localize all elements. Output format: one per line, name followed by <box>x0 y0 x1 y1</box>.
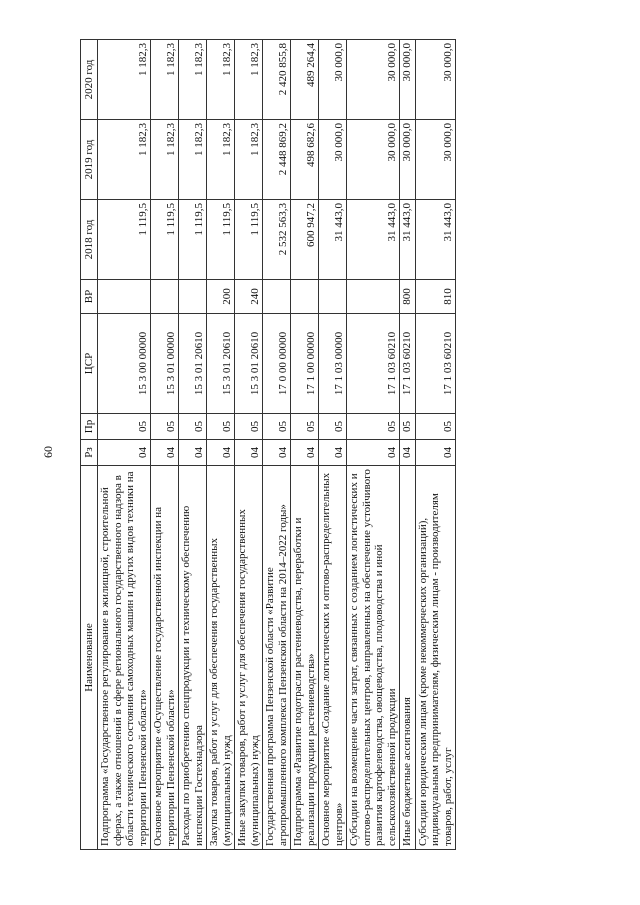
row-csr: 15 3 01 20610 <box>179 314 207 414</box>
header-name: Наименование <box>81 466 98 850</box>
header-csr: ЦСР <box>81 314 98 414</box>
table-row <box>179 40 207 850</box>
header-2020: 2020 год <box>81 40 98 120</box>
row-pr: 05 <box>400 414 416 440</box>
header-vr: ВР <box>81 280 98 314</box>
row-csr: 17 1 03 00000 <box>319 314 347 414</box>
row-csr: 15 3 01 20610 <box>207 314 235 414</box>
row-rz: 04 <box>179 440 207 466</box>
row-2019: 1 182,3 <box>98 120 151 200</box>
row-pr: 05 <box>179 414 207 440</box>
row-rz: 04 <box>291 440 319 466</box>
row-vr: 810 <box>415 280 456 314</box>
row-2020: 489 264,4 <box>291 40 319 120</box>
header-rz: Рз <box>81 440 98 466</box>
row-2019: 30 000,0 <box>400 120 416 200</box>
row-csr: 17 1 00 00000 <box>291 314 319 414</box>
row-2020: 30 000,0 <box>319 40 347 120</box>
header-2018: 2018 год <box>81 200 98 280</box>
row-pr: 05 <box>98 414 151 440</box>
row-rz: 04 <box>415 440 456 466</box>
row-2018: 2 532 563,3 <box>263 200 291 280</box>
row-csr: 17 1 03 60210 <box>415 314 456 414</box>
row-csr: 17 1 03 60210 <box>347 314 400 414</box>
row-2020: 30 000,0 <box>415 40 456 120</box>
row-name: Основное мероприятие «Создание логистических и оптово-распределительных центров» <box>319 466 347 850</box>
row-2020: 1 182,3 <box>235 40 263 120</box>
row-name: Подпрограмма «Государственное регулирование в жилищной, строительной сферах, а также отношений в сфере регионального государственного надзора в области технического состояния самоходных машин и других видов техники на территории Пензенской области» <box>98 466 151 850</box>
row-2018: 1 119,5 <box>207 200 235 280</box>
table-row <box>235 40 263 850</box>
table-row <box>415 40 456 850</box>
table-header-row <box>81 40 98 850</box>
row-name: Подпрограмма «Развитие подотрасли растениеводства, переработки и реализации продукции растениеводства» <box>291 466 319 850</box>
row-csr: 17 1 03 60210 <box>400 314 416 414</box>
row-pr: 05 <box>319 414 347 440</box>
row-name: Иные закупки товаров, работ и услуг для обеспечения государственных (муниципальных) нужд <box>235 466 263 850</box>
row-vr: 800 <box>400 280 416 314</box>
table-row <box>347 40 400 850</box>
row-name: Государственная программа Пензенской области «Развитие агропромышленного комплекса Пензенской области на 2014–2022 годы» <box>263 466 291 850</box>
row-csr: 17 0 00 00000 <box>263 314 291 414</box>
row-2018: 1 119,5 <box>98 200 151 280</box>
row-2019: 1 182,3 <box>179 120 207 200</box>
budget-table <box>80 39 456 850</box>
row-rz: 04 <box>400 440 416 466</box>
row-vr <box>291 280 319 314</box>
row-rz: 04 <box>207 440 235 466</box>
row-2020: 1 182,3 <box>179 40 207 120</box>
row-2018: 31 443,0 <box>400 200 416 280</box>
row-2019: 1 182,3 <box>151 120 179 200</box>
row-rz: 04 <box>319 440 347 466</box>
row-2018: 31 443,0 <box>415 200 456 280</box>
row-2019: 2 448 869,2 <box>263 120 291 200</box>
row-pr: 05 <box>347 414 400 440</box>
row-pr: 05 <box>207 414 235 440</box>
table-row <box>319 40 347 850</box>
row-vr <box>263 280 291 314</box>
row-2018: 600 947,2 <box>291 200 319 280</box>
row-2019: 498 682,6 <box>291 120 319 200</box>
row-2019: 30 000,0 <box>347 120 400 200</box>
row-2019: 1 182,3 <box>207 120 235 200</box>
row-name: Основное мероприятие «Осуществление государственной инспекции на территории Пензенской области» <box>151 466 179 850</box>
row-2019: 1 182,3 <box>235 120 263 200</box>
row-vr <box>319 280 347 314</box>
table-row <box>98 40 151 850</box>
row-rz: 04 <box>263 440 291 466</box>
header-pr: Пр <box>81 414 98 440</box>
table-row <box>291 40 319 850</box>
row-2018: 1 119,5 <box>151 200 179 280</box>
row-2018: 1 119,5 <box>235 200 263 280</box>
row-vr <box>347 280 400 314</box>
row-rz: 04 <box>347 440 400 466</box>
row-2019: 30 000,0 <box>415 120 456 200</box>
table-row <box>400 40 416 850</box>
row-vr <box>151 280 179 314</box>
row-2018: 31 443,0 <box>347 200 400 280</box>
row-2020: 30 000,0 <box>400 40 416 120</box>
header-2019: 2019 год <box>81 120 98 200</box>
row-pr: 05 <box>235 414 263 440</box>
row-name: Расходы по приобретению спецпродукции и техническому обеспечению инспекции Гостехнадзора <box>179 466 207 850</box>
row-csr: 15 3 01 20610 <box>235 314 263 414</box>
row-2019: 30 000,0 <box>319 120 347 200</box>
row-pr: 05 <box>291 414 319 440</box>
row-rz: 04 <box>235 440 263 466</box>
row-2020: 1 182,3 <box>151 40 179 120</box>
row-name: Закупка товаров, работ и услуг для обеспечения государственных (муниципальных) нужд <box>207 466 235 850</box>
row-2020: 1 182,3 <box>98 40 151 120</box>
row-name: Субсидии на возмещение части затрат, связанных с созданием логистических и оптово-распределительных центров, направленных на обеспечение устойчивого развития картофелеводства, овощеводства, плодоводства и иной сельскохозяйственной продукции <box>347 466 400 850</box>
row-2018: 1 119,5 <box>179 200 207 280</box>
row-csr: 15 3 01 00000 <box>151 314 179 414</box>
row-2020: 1 182,3 <box>207 40 235 120</box>
row-pr: 05 <box>263 414 291 440</box>
row-vr: 200 <box>207 280 235 314</box>
table-row <box>151 40 179 850</box>
table-row <box>207 40 235 850</box>
row-pr: 05 <box>415 414 456 440</box>
row-vr: 240 <box>235 280 263 314</box>
row-rz: 04 <box>98 440 151 466</box>
page-number: 60 <box>41 446 55 458</box>
rotated-page-content <box>80 40 560 850</box>
row-vr <box>98 280 151 314</box>
row-vr <box>179 280 207 314</box>
table-row <box>263 40 291 850</box>
row-pr: 05 <box>151 414 179 440</box>
row-name: Иные бюджетные ассигнования <box>400 466 416 850</box>
row-rz: 04 <box>151 440 179 466</box>
row-2020: 30 000,0 <box>347 40 400 120</box>
row-name: Субсидии юридическим лицам (кроме некоммерческих организаций), индивидуальным предпринимателям, физическим лицам - производителям товаров, работ, услуг <box>415 466 456 850</box>
row-2020: 2 420 855,8 <box>263 40 291 120</box>
row-csr: 15 3 00 00000 <box>98 314 151 414</box>
row-2018: 31 443,0 <box>319 200 347 280</box>
